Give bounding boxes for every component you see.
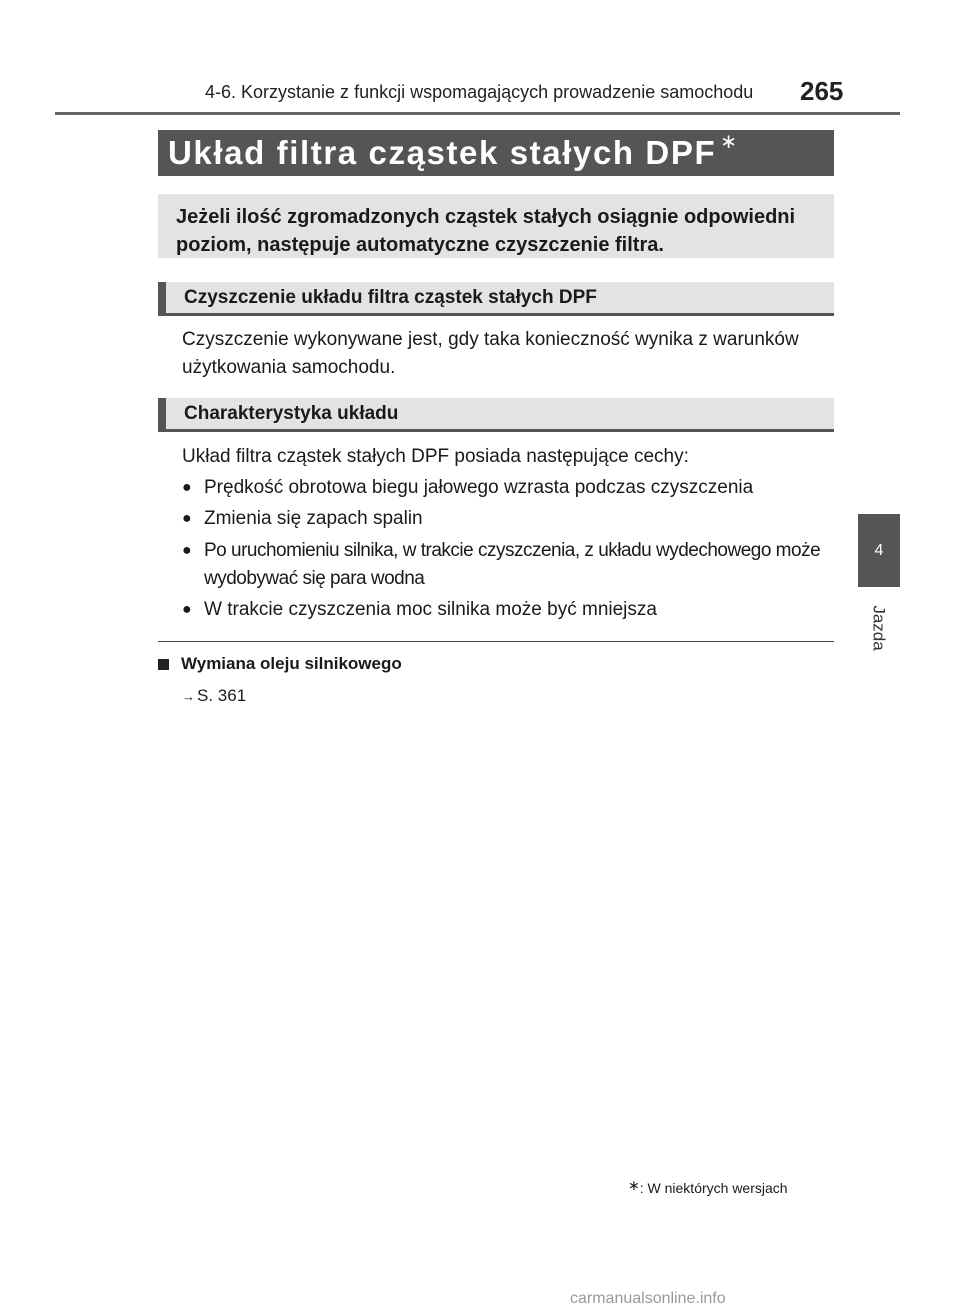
- header-rule: [55, 112, 900, 115]
- list-item-text: W trakcie czyszczenia moc silnika może być mniejsza: [204, 599, 657, 620]
- title-footnote-mark: ∗: [720, 130, 737, 153]
- note-heading: [158, 654, 402, 674]
- footnote-text: : W niektórych wersjach: [639, 1180, 788, 1196]
- page-number: 265: [800, 76, 844, 106]
- list-item: [182, 474, 837, 502]
- note-heading-text: Wymiana oleju silnikowego: [181, 654, 402, 673]
- section-heading-cleaning: [158, 282, 834, 316]
- list-item: [182, 537, 837, 593]
- chapter-label: [862, 596, 896, 660]
- bullet-icon: ●: [182, 510, 192, 527]
- section-heading-text: Charakterystyka układu: [184, 402, 399, 424]
- chapter-tab: [858, 514, 900, 587]
- list-item-text: Po uruchomieniu silnika, w trakcie czyszczenia, z układu wydechowego może wydobywać się para wodna: [204, 540, 821, 589]
- page-title-bar: [158, 130, 834, 176]
- chapter-label-text: Jazda: [870, 605, 889, 651]
- footnote: [628, 1177, 788, 1197]
- running-header: 4-6. Korzystanie z funkcji wspomagających prowadzenie samochodu: [205, 82, 754, 102]
- arrow-right-icon: →: [182, 689, 195, 704]
- list-item: [182, 596, 837, 624]
- section-heading-text: Czyszczenie układu filtra cząstek stałych DPF: [184, 286, 597, 308]
- list-item-text: Zmienia się zapach spalin: [204, 508, 423, 529]
- bullet-icon: ●: [182, 542, 192, 559]
- page-reference-text: S. 361: [197, 686, 247, 705]
- list-item: [182, 505, 837, 533]
- chapter-number: 4: [874, 541, 884, 559]
- page-reference[interactable]: [182, 686, 246, 706]
- bullet-icon: ●: [182, 479, 192, 496]
- section-body-cleaning: Czyszczenie wykonywane jest, gdy taka konieczność wynika z warunków użytkowania samochodu.: [182, 329, 799, 378]
- bullet-icon: ●: [182, 601, 192, 618]
- intro-box: [158, 194, 834, 258]
- watermark: carmanualsonline.info: [570, 1290, 726, 1307]
- footnote-mark: ∗: [628, 1177, 640, 1193]
- square-bullet-icon: [158, 659, 169, 670]
- section-body-characteristics: Układ filtra cząstek stałych DPF posiada następujące cechy:: [182, 446, 689, 467]
- intro-text: Jeżeli ilość zgromadzonych cząstek stałych osiągnie odpowiedni poziom, następuje automatyczne czyszczenie filtra.: [176, 206, 796, 256]
- section-divider: [158, 641, 834, 642]
- section-heading-characteristics: [158, 398, 834, 432]
- list-item-text: Prędkość obrotowa biegu jałowego wzrasta podczas czyszczenia: [204, 477, 754, 498]
- page-title: Układ filtra cząstek stałych DPF: [168, 134, 717, 171]
